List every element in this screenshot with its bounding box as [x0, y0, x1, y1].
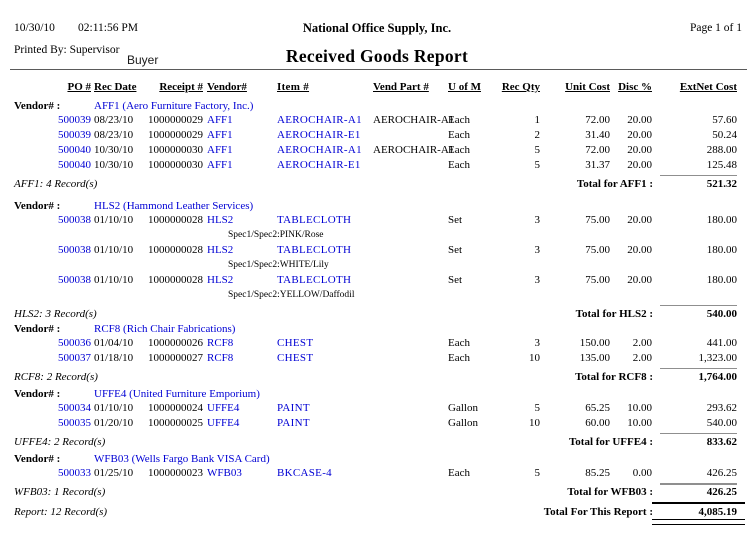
- disc-pct-cell: 20.00: [627, 214, 652, 226]
- uom-cell: Each: [448, 144, 470, 156]
- vendor-header-row: [0, 453, 754, 468]
- unit-cost-cell: 85.25: [585, 467, 610, 479]
- rec-qty-cell: 5: [534, 159, 540, 171]
- unit-cost-cell: 150.00: [579, 337, 610, 349]
- rec-qty-cell: 3: [534, 214, 540, 226]
- column-header-uom: U of M: [448, 81, 481, 93]
- receipt-number-cell: 1000000028: [148, 274, 203, 286]
- vendor-name-link[interactable]: AFF1 (Aero Furniture Factory, Inc.): [94, 100, 254, 112]
- receipt-number-cell: 1000000028: [148, 214, 203, 226]
- vendor-code-link[interactable]: AFF1: [207, 114, 233, 126]
- vendor-total-value: 426.25: [706, 486, 737, 498]
- rec-date-cell: 01/20/10: [94, 417, 134, 429]
- vendor-total-value: 540.00: [706, 308, 737, 320]
- report-row: [0, 144, 754, 159]
- vend-part-cell: AEROCHAIR-A1: [373, 144, 455, 156]
- column-header-disc: Disc %: [618, 81, 652, 93]
- ext-net-cost-cell: 180.00: [706, 274, 737, 286]
- vendor-total-overline: [660, 483, 737, 485]
- column-header-vendor: Vendor#: [207, 81, 247, 93]
- column-header-po: PO #: [67, 81, 91, 93]
- vendor-code-link[interactable]: HLS2: [207, 244, 234, 256]
- ext-net-cost-cell: 180.00: [706, 214, 737, 226]
- unit-cost-cell: 31.37: [585, 159, 610, 171]
- column-header-rec-qty: Rec Qty: [501, 81, 540, 93]
- vendor-header-row: [0, 388, 754, 403]
- rec-qty-cell: 3: [534, 274, 540, 286]
- report-row: [0, 467, 754, 482]
- receipt-number-cell: 1000000028: [148, 244, 203, 256]
- rec-date-cell: 01/10/10: [94, 244, 134, 256]
- vendor-total-overline: [660, 305, 737, 306]
- rec-qty-cell: 10: [529, 352, 540, 364]
- rec-qty-cell: 10: [529, 417, 540, 429]
- report-total-overline: [652, 502, 745, 504]
- vendor-code-link[interactable]: WFB03: [207, 467, 242, 479]
- page-indicator: Page 1 of 1: [689, 22, 742, 34]
- rec-date-cell: 10/30/10: [94, 144, 134, 156]
- disc-pct-cell: 2.00: [632, 352, 652, 364]
- vendor-code-link[interactable]: AFF1: [207, 129, 233, 141]
- column-header-item: Item #: [277, 81, 310, 93]
- disc-pct-cell: 0.00: [632, 467, 652, 479]
- item-number-link[interactable]: TABLECLOTH: [277, 274, 352, 286]
- report-total-double-underline: [652, 519, 745, 525]
- vendor-code-link[interactable]: HLS2: [207, 214, 234, 226]
- vendor-total-value: 521.32: [706, 178, 737, 190]
- rec-date-cell: 08/23/10: [94, 114, 134, 126]
- item-number-link[interactable]: AEROCHAIR-A1: [277, 114, 362, 126]
- rec-qty-cell: 3: [534, 244, 540, 256]
- ext-net-cost-cell: 180.00: [706, 244, 737, 256]
- ext-net-cost-cell: 540.00: [706, 417, 737, 429]
- vendor-record-count: WFB03: 1 Record(s): [14, 486, 106, 498]
- unit-cost-cell: 60.00: [585, 417, 610, 429]
- ext-net-cost-cell: 50.24: [712, 129, 737, 141]
- vendor-total-value: 1,764.00: [698, 371, 737, 383]
- report-row: [0, 244, 754, 259]
- vendor-header-row: [0, 200, 754, 215]
- disc-pct-cell: 2.00: [632, 337, 652, 349]
- vendor-code-link[interactable]: UFFE4: [207, 402, 240, 414]
- vendor-record-count: RCF8: 2 Record(s): [14, 371, 98, 383]
- rec-date-cell: 10/30/10: [94, 159, 134, 171]
- receipt-number-cell: 1000000029: [148, 114, 203, 126]
- unit-cost-cell: 72.00: [585, 144, 610, 156]
- rec-qty-cell: 3: [534, 337, 540, 349]
- vendor-number-label: Vendor# :: [14, 453, 61, 465]
- po-number-link[interactable]: 500038: [58, 244, 91, 256]
- vendor-name-link[interactable]: HLS2 (Hammond Leather Services): [94, 200, 254, 212]
- ext-net-cost-cell: 441.00: [706, 337, 737, 349]
- vendor-total-label: Total for UFFE4 :: [568, 436, 653, 448]
- item-number-link[interactable]: TABLECLOTH: [277, 214, 352, 226]
- po-number-link[interactable]: 500035: [58, 417, 91, 429]
- rec-date-cell: 01/10/10: [94, 214, 134, 226]
- disc-pct-cell: 10.00: [627, 417, 652, 429]
- ext-net-cost-cell: 1,323.00: [698, 352, 737, 364]
- item-number-link[interactable]: AEROCHAIR-E1: [277, 129, 361, 141]
- vendor-number-label: Vendor# :: [14, 323, 61, 335]
- item-number-link[interactable]: PAINT: [277, 402, 310, 414]
- receipt-number-cell: 1000000030: [148, 159, 203, 171]
- vendor-number-label: Vendor# :: [14, 388, 61, 400]
- po-number-link[interactable]: 500040: [58, 144, 91, 156]
- uom-cell: Each: [448, 114, 470, 126]
- header-rule: [10, 69, 747, 70]
- report-title: Received Goods Report: [285, 46, 469, 66]
- vendor-summary-row: [0, 486, 754, 501]
- report-summary-row: [0, 506, 754, 521]
- printed-by-value: Supervisor: [69, 44, 120, 56]
- uom-cell: Each: [448, 337, 470, 349]
- printed-by-label: Printed By:: [14, 44, 67, 56]
- vendor-total-label: Total for WFB03 :: [567, 486, 653, 498]
- company-name: National Office Supply, Inc.: [302, 21, 452, 35]
- rec-qty-cell: 2: [534, 129, 540, 141]
- po-number-link[interactable]: 500034: [58, 402, 91, 414]
- receipt-number-cell: 1000000026: [148, 337, 203, 349]
- item-number-link[interactable]: AEROCHAIR-E1: [277, 159, 361, 171]
- rec-date-cell: 01/04/10: [94, 337, 134, 349]
- vendor-total-label: Total for RCF8 :: [575, 371, 653, 383]
- uom-cell: Each: [448, 129, 470, 141]
- vendor-total-value: 833.62: [706, 436, 737, 448]
- ext-net-cost-cell: 288.00: [706, 144, 737, 156]
- report-row: [0, 159, 754, 174]
- vendor-total-label: Total for HLS2 :: [575, 308, 653, 320]
- ext-net-cost-cell: 125.48: [706, 159, 737, 171]
- report-row: [0, 214, 754, 229]
- rec-date-cell: 01/25/10: [94, 467, 134, 479]
- uom-cell: Each: [448, 159, 470, 171]
- vendor-number-label: Vendor# :: [14, 100, 61, 112]
- vendor-name-link[interactable]: WFB03 (Wells Fargo Bank VISA Card): [94, 453, 270, 465]
- item-number-link[interactable]: BKCASE-4: [277, 467, 332, 479]
- ext-net-cost-cell: 293.62: [706, 402, 737, 414]
- rec-date-cell: 01/18/10: [94, 352, 134, 364]
- receipt-number-cell: 1000000027: [148, 352, 203, 364]
- disc-pct-cell: 20.00: [627, 144, 652, 156]
- uom-cell: Set: [448, 274, 463, 286]
- vendor-header-row: [0, 100, 754, 115]
- vendor-summary-row: [0, 178, 754, 193]
- report-row: [0, 352, 754, 367]
- receipt-number-cell: 1000000023: [148, 467, 203, 479]
- column-header-row: [0, 81, 754, 96]
- unit-cost-cell: 72.00: [585, 114, 610, 126]
- po-number-link[interactable]: 500040: [58, 159, 91, 171]
- unit-cost-cell: 31.40: [585, 129, 610, 141]
- rec-date-cell: 01/10/10: [94, 274, 134, 286]
- report-row: [0, 274, 754, 289]
- uom-cell: Gallon: [448, 417, 478, 429]
- vendor-code-link[interactable]: UFFE4: [207, 417, 240, 429]
- unit-cost-cell: 75.00: [585, 214, 610, 226]
- vend-part-cell: AEROCHAIR-A1: [373, 114, 455, 126]
- po-number-link[interactable]: 500038: [58, 214, 91, 226]
- spec-text: Spec1/Spec2:YELLOW/Daffodil: [228, 290, 355, 300]
- po-number-link[interactable]: 500039: [58, 114, 91, 126]
- disc-pct-cell: 20.00: [627, 114, 652, 126]
- uom-cell: Set: [448, 244, 463, 256]
- item-number-link[interactable]: PAINT: [277, 417, 310, 429]
- vendor-record-count: UFFE4: 2 Record(s): [14, 436, 106, 448]
- vendor-header-row: [0, 323, 754, 338]
- unit-cost-cell: 75.00: [585, 274, 610, 286]
- po-number-link[interactable]: 500033: [58, 467, 91, 479]
- vendor-summary-row: [0, 436, 754, 451]
- vendor-summary-row: [0, 308, 754, 323]
- receipt-number-cell: 1000000029: [148, 129, 203, 141]
- uom-cell: Each: [448, 467, 470, 479]
- report-row: [0, 337, 754, 352]
- vendor-code-link[interactable]: HLS2: [207, 274, 234, 286]
- spec-text: Spec1/Spec2:PINK/Rose: [228, 230, 324, 240]
- spec-row: [0, 229, 754, 244]
- vendor-record-count: HLS2: 3 Record(s): [14, 308, 97, 320]
- vendor-code-link[interactable]: RCF8: [207, 337, 234, 349]
- report-total-label: Total For This Report :: [543, 506, 653, 518]
- unit-cost-cell: 75.00: [585, 244, 610, 256]
- report-total-value: 4,085.19: [698, 506, 737, 518]
- column-header-ext-net: ExtNet Cost: [679, 81, 737, 93]
- vendor-number-label: Vendor# :: [14, 200, 61, 212]
- vendor-total-overline: [660, 175, 737, 176]
- po-number-link[interactable]: 500037: [58, 352, 91, 364]
- vendor-total-label: Total for AFF1 :: [576, 178, 653, 190]
- vendor-code-link[interactable]: AFF1: [207, 144, 233, 156]
- spec-row: [0, 259, 754, 274]
- disc-pct-cell: 20.00: [627, 274, 652, 286]
- column-header-unit-cost: Unit Cost: [565, 81, 610, 93]
- report-row: [0, 129, 754, 144]
- unit-cost-cell: 135.00: [579, 352, 610, 364]
- report-row: [0, 402, 754, 417]
- disc-pct-cell: 20.00: [627, 159, 652, 171]
- spec-row: [0, 289, 754, 304]
- item-number-link[interactable]: AEROCHAIR-A1: [277, 144, 362, 156]
- rec-date-cell: 01/10/10: [94, 402, 134, 414]
- print-time: 02:11:56 PM: [78, 22, 138, 34]
- vendor-code-link[interactable]: RCF8: [207, 352, 234, 364]
- spec-text: Spec1/Spec2:WHITE/Lily: [228, 260, 329, 270]
- unit-cost-cell: 65.25: [585, 402, 610, 414]
- vendor-record-count: AFF1: 4 Record(s): [14, 178, 98, 190]
- vendor-name-link[interactable]: UFFE4 (United Furniture Emporium): [94, 388, 260, 400]
- buyer-group-label: Buyer: [127, 53, 159, 67]
- uom-cell: Each: [448, 352, 470, 364]
- item-number-link[interactable]: CHEST: [277, 337, 314, 349]
- receipt-number-cell: 1000000025: [148, 417, 203, 429]
- rec-qty-cell: 1: [534, 114, 540, 126]
- po-number-link[interactable]: 500036: [58, 337, 91, 349]
- vendor-summary-row: [0, 371, 754, 386]
- ext-net-cost-cell: 57.60: [712, 114, 737, 126]
- rec-qty-cell: 5: [534, 467, 540, 479]
- vendor-code-link[interactable]: AFF1: [207, 159, 233, 171]
- rec-qty-cell: 5: [534, 402, 540, 414]
- rec-date-cell: 08/23/10: [94, 129, 134, 141]
- print-date: 10/30/10: [14, 22, 55, 34]
- item-number-link[interactable]: CHEST: [277, 352, 314, 364]
- rec-qty-cell: 5: [534, 144, 540, 156]
- receipt-number-cell: 1000000024: [148, 402, 203, 414]
- vendor-total-overline: [660, 433, 737, 434]
- disc-pct-cell: 10.00: [627, 402, 652, 414]
- uom-cell: Gallon: [448, 402, 478, 414]
- ext-net-cost-cell: 426.25: [706, 467, 737, 479]
- item-number-link[interactable]: TABLECLOTH: [277, 244, 352, 256]
- report-row: [0, 417, 754, 432]
- vendor-total-overline: [660, 368, 737, 369]
- column-header-vend-part: Vend Part #: [373, 81, 429, 93]
- disc-pct-cell: 20.00: [627, 129, 652, 141]
- report-row: [0, 114, 754, 129]
- po-number-link[interactable]: 500039: [58, 129, 91, 141]
- column-header-rec-date: Rec Date: [94, 81, 137, 93]
- column-header-receipt: Receipt #: [159, 81, 203, 93]
- uom-cell: Set: [448, 214, 463, 226]
- receipt-number-cell: 1000000030: [148, 144, 203, 156]
- disc-pct-cell: 20.00: [627, 244, 652, 256]
- report-record-count: Report: 12 Record(s): [14, 506, 108, 518]
- po-number-link[interactable]: 500038: [58, 274, 91, 286]
- vendor-name-link[interactable]: RCF8 (Rich Chair Fabrications): [94, 323, 236, 335]
